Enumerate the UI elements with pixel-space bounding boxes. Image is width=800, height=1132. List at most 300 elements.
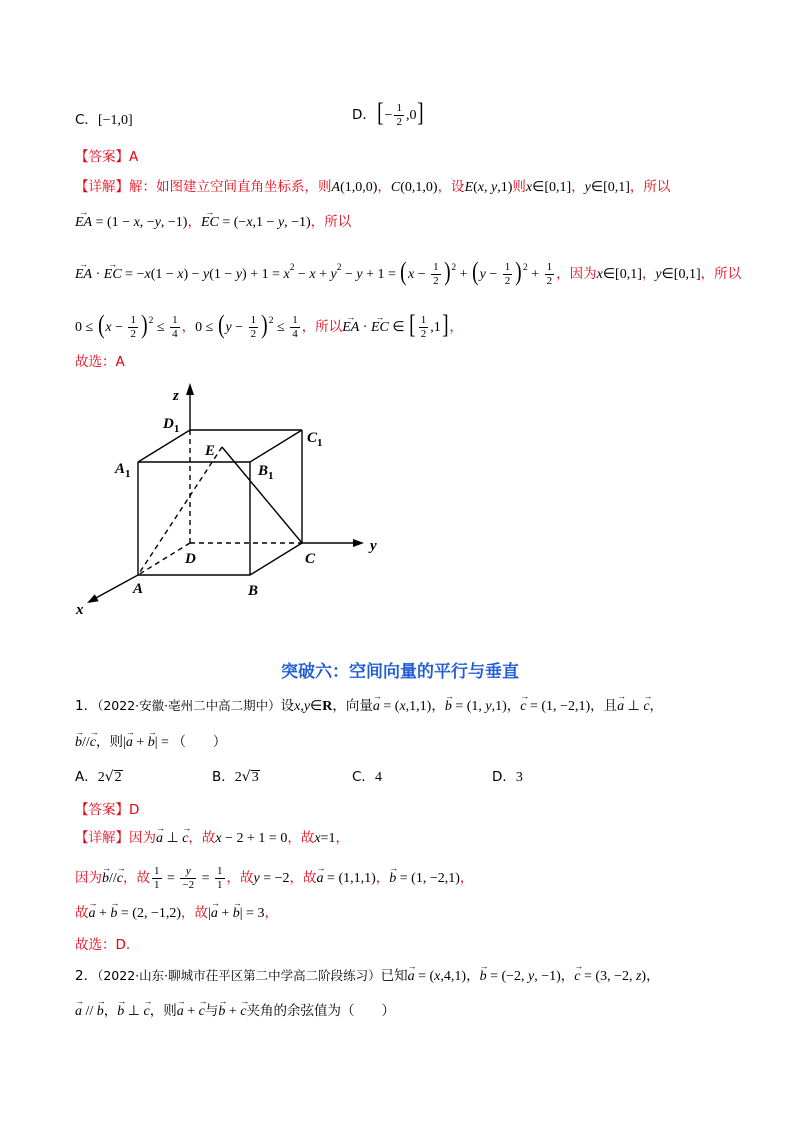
vector: b →: [75, 736, 82, 750]
math-text: =: [198, 871, 214, 886]
text: D．: [352, 107, 376, 123]
question-1-option-a: [75, 765, 123, 789]
vector: c →: [240, 1005, 246, 1019]
red-text: ，所以: [629, 179, 671, 195]
vector: b →: [233, 907, 240, 921]
answer-line-2: [75, 798, 139, 822]
math-variable: x: [283, 267, 290, 282]
fraction-numerator: 1: [433, 260, 439, 273]
red-text: ，: [375, 870, 390, 886]
vector: a →: [126, 736, 133, 750]
math-text: = (3, −2,: [580, 969, 636, 984]
math-text: 3: [515, 770, 523, 785]
text: A．: [75, 769, 98, 785]
red-text: ，故: [289, 870, 317, 886]
detail-2-line-1: [75, 826, 349, 850]
vector: a →: [177, 1005, 184, 1019]
text: 已知: [380, 968, 408, 984]
math-text: ,4,1): [440, 969, 467, 984]
math-text: ,1,1): [405, 699, 432, 714]
math-text: +: [225, 1004, 241, 1019]
math-text: ) + 1 =: [242, 267, 284, 282]
text: ，: [506, 698, 521, 714]
fraction: [545, 261, 555, 288]
vector: a →: [373, 700, 380, 714]
label-d1-letter: D: [163, 416, 174, 432]
red-text: ，故: [123, 870, 150, 886]
math-variable: y: [277, 215, 285, 230]
math-text: ∈: [388, 320, 409, 335]
label-a: A: [133, 581, 144, 597]
math-variable: y: [356, 267, 363, 282]
edge-a1-d1: [138, 430, 190, 462]
math-text: = −2: [259, 871, 290, 886]
math-variable: y: [330, 267, 337, 282]
vector: b →: [117, 1005, 124, 1019]
math-variable: y: [485, 699, 492, 714]
vector: c →: [520, 700, 526, 714]
label-c1: [307, 430, 323, 449]
math-text: , −: [139, 215, 155, 230]
vector: c →: [182, 832, 188, 846]
vector: EC →: [371, 321, 389, 335]
text: ，则: [149, 1003, 177, 1019]
math-text: −: [111, 320, 127, 335]
label-b1-sub: 1: [268, 470, 274, 482]
fraction: [249, 314, 259, 341]
red-text: 【答案】A: [75, 149, 139, 165]
red-text: 故: [75, 905, 89, 921]
fraction: [152, 865, 162, 892]
fraction-denominator: 4: [292, 327, 298, 340]
vector: c →: [117, 872, 123, 886]
math-text: +: [456, 267, 471, 282]
math-variable: x: [596, 267, 603, 282]
question-1-line-2: [75, 730, 226, 754]
question-1-option-c: [352, 765, 382, 789]
red-text: ，故: [181, 905, 209, 921]
text: ，: [466, 968, 480, 984]
segment-e-c: [222, 447, 302, 543]
math-text: ⊥: [624, 699, 644, 714]
detail-line-3: [75, 246, 741, 290]
detail-2-line-3: [75, 901, 278, 925]
question-1-option-d: [492, 765, 523, 789]
math-text: (1 −: [150, 267, 178, 282]
red-text: ，设: [437, 179, 465, 195]
text: 2．: [75, 968, 98, 984]
red-text: ，: [571, 179, 585, 195]
math-text: − 2 + 1 = 0: [221, 831, 288, 846]
fraction: [419, 314, 429, 341]
superscript: 2: [336, 263, 342, 273]
math-set-symbol: R: [322, 699, 333, 714]
red-text: 【答案】D: [75, 802, 140, 818]
math-text: +: [183, 1004, 199, 1019]
math-variable: x: [309, 267, 316, 282]
math-variable: E: [464, 180, 474, 195]
red-text: ，所以: [301, 319, 343, 335]
text: 夹角的余弦值为（ ）: [246, 1003, 395, 1019]
vector: c →: [199, 1005, 205, 1019]
x-axis: [94, 575, 138, 599]
detail-line-4: [75, 299, 463, 343]
label-y: y: [370, 538, 377, 554]
fraction-numerator: 1: [504, 260, 511, 273]
big-bracket: ): [515, 257, 522, 287]
vector: b →: [445, 700, 452, 714]
math-text: //: [109, 871, 117, 886]
fraction-numerator: 1: [172, 313, 178, 326]
label-b1: [257, 463, 274, 482]
radical-sign: √: [241, 769, 251, 785]
math-text: | =: [154, 735, 173, 750]
fraction-denominator: 1: [217, 878, 223, 891]
math-text: ·: [359, 320, 371, 335]
math-text: 4: [374, 770, 382, 785]
math-variable: y: [303, 699, 311, 714]
label-c: C: [305, 551, 316, 567]
fraction-numerator: 1: [250, 313, 257, 326]
red-text: ，: [641, 266, 656, 282]
red-text: 【详解】因为: [75, 830, 156, 846]
fraction: [394, 102, 404, 129]
math-text: = (1,: [451, 699, 486, 714]
superscript: 2: [522, 263, 528, 273]
math-variable: x: [144, 267, 151, 282]
label-b1-letter: B: [258, 463, 269, 479]
z-axis-arrowhead: [186, 383, 194, 395]
fraction: [128, 314, 138, 341]
math-text: | = 3: [239, 906, 265, 921]
math-text: = (: [379, 699, 400, 714]
big-bracket: (: [97, 310, 105, 340]
math-text: (1,0,0): [340, 180, 378, 195]
math-variable: x: [133, 215, 140, 230]
text: ，则: [96, 734, 123, 750]
red-text: ，: [264, 905, 278, 921]
fraction-numerator: 1: [217, 864, 223, 877]
fraction-numerator: 1: [420, 313, 427, 326]
big-bracket: (: [472, 257, 479, 287]
math-variable: x: [399, 699, 406, 714]
math-variable: y: [584, 180, 591, 195]
math-text: ≤: [273, 320, 289, 335]
fraction-numerator: y: [185, 864, 191, 877]
edge-b-c: [250, 543, 302, 575]
red-text: ，: [377, 179, 391, 195]
label-c1-sub: 1: [317, 437, 323, 449]
math-text: +: [217, 906, 233, 921]
math-text: 2: [97, 770, 105, 785]
math-text: = (−2,: [486, 969, 529, 984]
superscript: 2: [289, 263, 295, 273]
fraction-denominator: 2: [433, 274, 439, 287]
y-axis-arrowhead: [353, 539, 364, 547]
vector: c →: [143, 1005, 149, 1019]
vector: a →: [317, 872, 324, 886]
fraction-numerator: 1: [130, 313, 136, 326]
vector: EA →: [75, 268, 92, 282]
math-text: (: [473, 180, 478, 195]
fraction: [170, 314, 180, 341]
red-text: ，: [187, 214, 201, 230]
math-text: , −1): [534, 969, 561, 984]
choose-line-2: [75, 933, 130, 957]
math-text: = (: [414, 969, 435, 984]
big-bracket: (: [217, 310, 225, 340]
vector: a →: [617, 700, 624, 714]
math-text: ∈[0,1]: [602, 267, 642, 282]
math-variable: y: [203, 267, 210, 282]
fraction: [503, 261, 513, 288]
math-text: [−1,0]: [97, 113, 133, 128]
math-text: ) −: [183, 267, 204, 282]
segment-e-a: [138, 447, 222, 575]
math-text: ,: [484, 180, 492, 195]
red-text: 因为: [75, 870, 102, 886]
red-text: ，故: [226, 870, 254, 886]
math-text: ·: [92, 267, 104, 282]
text: （ ）: [172, 734, 227, 750]
math-variable: x: [246, 215, 253, 230]
math-variable: y: [235, 267, 243, 282]
text: ，: [103, 1003, 118, 1019]
vector: c →: [574, 970, 580, 984]
math-text: −: [485, 267, 501, 282]
superscript: 2: [451, 263, 457, 273]
math-text: ,1 −: [252, 215, 278, 230]
vector: c →: [643, 700, 649, 714]
big-bracket: ): [443, 257, 451, 287]
big-bracket: (: [400, 257, 407, 287]
math-text: (0,1,0): [400, 180, 438, 195]
detail-2-line-2: [75, 856, 473, 900]
fraction-denominator: 2: [420, 327, 427, 340]
label-a1: [114, 461, 131, 480]
label-z: z: [173, 388, 179, 404]
detail-line-2: [75, 210, 351, 234]
vector: EC →: [201, 216, 219, 230]
math-variable: x: [294, 699, 301, 714]
math-variable: x: [177, 267, 184, 282]
label-c1-letter: C: [307, 430, 318, 446]
choose-line-1: [75, 350, 125, 374]
math-text: ,0: [405, 108, 417, 123]
math-text: +: [95, 906, 111, 921]
math-text: , −1): [284, 215, 311, 230]
text: B．: [212, 769, 235, 785]
vector: b →: [97, 1005, 104, 1019]
red-text: ，: [181, 319, 196, 335]
label-d1-sub: 1: [173, 423, 180, 435]
math-variable: y: [491, 180, 498, 195]
math-text: +: [527, 267, 543, 282]
edge-d-a: [138, 543, 190, 575]
cube-figure: [60, 378, 390, 623]
text: D．: [492, 769, 516, 785]
label-a1-letter: A: [115, 461, 126, 477]
math-text: 2: [234, 770, 242, 785]
math-variable: x: [408, 267, 415, 282]
math-text: −: [384, 108, 393, 123]
vector: b →: [110, 907, 117, 921]
vector: EC →: [104, 268, 122, 282]
superscript: 2: [268, 316, 274, 326]
math-variable: A: [331, 180, 341, 195]
fraction-denominator: 1: [154, 878, 160, 891]
math-variable: y: [253, 871, 260, 886]
vector: a →: [408, 970, 415, 984]
option-d: [352, 93, 425, 137]
vector: EA →: [75, 216, 92, 230]
math-variable: x: [215, 831, 222, 846]
fraction-denominator: 4: [172, 327, 178, 340]
question-2-line-1: [75, 964, 660, 988]
vector: b →: [389, 872, 396, 886]
math-text: 0 ≤: [195, 320, 217, 335]
answer-line-1: [75, 145, 138, 169]
vector: a →: [75, 1005, 82, 1019]
math-variable: y: [655, 267, 662, 282]
text: C．: [352, 769, 375, 785]
text: ，: [649, 698, 664, 714]
red-text: 【详解】解：如图建立空间直角坐标系，则: [75, 179, 332, 195]
fraction-denominator: 2: [396, 115, 402, 128]
text: ，向量: [332, 698, 373, 714]
big-bracket: [: [409, 310, 416, 340]
fraction: [180, 865, 196, 892]
math-text: ≤: [153, 320, 169, 335]
math-variable: x: [434, 969, 441, 984]
fraction-denominator: −2: [182, 878, 195, 891]
vector: c →: [90, 736, 96, 750]
math-text: ,1): [491, 699, 507, 714]
math-text: −: [341, 267, 357, 282]
text: ，: [431, 698, 445, 714]
question-1-option-b: [212, 765, 260, 789]
x-axis-arrowhead: [87, 594, 99, 603]
big-bracket: ]: [441, 310, 449, 340]
fraction: [431, 261, 441, 288]
math-variable: y: [528, 969, 535, 984]
fraction-denominator: 2: [504, 274, 511, 287]
radicand: 3: [251, 770, 259, 785]
text: ，且: [590, 698, 618, 714]
big-bracket: ): [141, 310, 148, 340]
red-text: ，因为: [556, 266, 597, 282]
red-text: ，: [459, 870, 474, 886]
math-text: = (1,1,1): [323, 871, 376, 886]
fraction: [290, 314, 300, 341]
red-text: ，所以: [700, 266, 742, 282]
superscript: 2: [148, 316, 154, 326]
text: 设: [280, 698, 295, 714]
math-text: ,: [300, 699, 304, 714]
vector: EA →: [342, 321, 359, 335]
math-text: +: [132, 735, 148, 750]
vector: a →: [211, 907, 218, 921]
radicand: 2: [114, 770, 122, 785]
math-variable: y: [479, 267, 486, 282]
vector: b →: [148, 736, 155, 750]
math-text: = (−: [218, 215, 247, 230]
math-variable: z: [635, 969, 642, 984]
math-text: + 1 =: [362, 267, 400, 282]
text: 1．: [75, 698, 98, 714]
vector: b →: [218, 1005, 225, 1019]
label-x: x: [76, 602, 84, 618]
fraction-denominator: 2: [546, 274, 553, 287]
vector: a →: [156, 832, 163, 846]
question-2-line-2: [75, 999, 395, 1023]
red-text: 故选：D.: [75, 937, 131, 953]
math-text: =: [163, 871, 179, 886]
fraction-numerator: 1: [154, 864, 160, 877]
math-text: ): [641, 969, 647, 984]
fraction: [215, 865, 225, 892]
red-text: ，: [449, 319, 463, 335]
red-text: 则: [512, 179, 526, 195]
math-text: =1: [320, 831, 336, 846]
math-variable: y: [154, 215, 161, 230]
red-text: ，所以: [310, 214, 352, 230]
vector: a →: [89, 907, 96, 921]
math-text: ,1: [430, 320, 441, 335]
math-text: ,1): [497, 180, 513, 195]
math-text: = (2, −1,2): [117, 906, 182, 921]
math-text: ⊥: [124, 1004, 144, 1019]
detail-line-1: [75, 175, 670, 199]
radical-sign: √: [104, 769, 114, 785]
math-text: = (1, −2,1): [396, 871, 460, 886]
fraction-denominator: 2: [130, 327, 136, 340]
red-text: 故选：A: [75, 354, 125, 370]
label-d1: [162, 416, 179, 435]
label-a1-sub: 1: [125, 468, 131, 480]
big-bracket: [: [376, 98, 384, 128]
math-text: ∈[0,1]: [532, 180, 572, 195]
vector: b →: [102, 872, 109, 886]
fraction-numerator: 1: [396, 101, 402, 114]
math-text: +: [315, 267, 331, 282]
math-text: = (1, −2,1): [526, 699, 591, 714]
math-text: |: [123, 735, 126, 750]
math-text: −: [294, 267, 310, 282]
math-text: ∈[0,1]: [590, 180, 630, 195]
label-d: D: [185, 551, 196, 567]
red-text: ，故: [287, 830, 315, 846]
math-variable: x: [525, 180, 533, 195]
fraction-numerator: 1: [292, 313, 298, 326]
math-variable: x: [314, 831, 321, 846]
fraction-denominator: 2: [250, 327, 257, 340]
math-text: //: [82, 735, 90, 750]
text: ，: [560, 968, 575, 984]
math-text: (1 −: [209, 267, 236, 282]
text: ，: [646, 968, 660, 984]
fraction-numerator: 1: [546, 260, 553, 273]
vector: b →: [480, 970, 487, 984]
question-1-line-1: [75, 694, 663, 718]
label-e: E: [205, 443, 216, 459]
math-variable: y: [225, 320, 232, 335]
source-text: （2022·安徽·亳州二中高二期中）: [97, 698, 281, 713]
math-text: |: [208, 906, 211, 921]
math-text: ∈: [310, 699, 323, 714]
text: 与: [204, 1003, 219, 1019]
math-text: −: [414, 267, 430, 282]
